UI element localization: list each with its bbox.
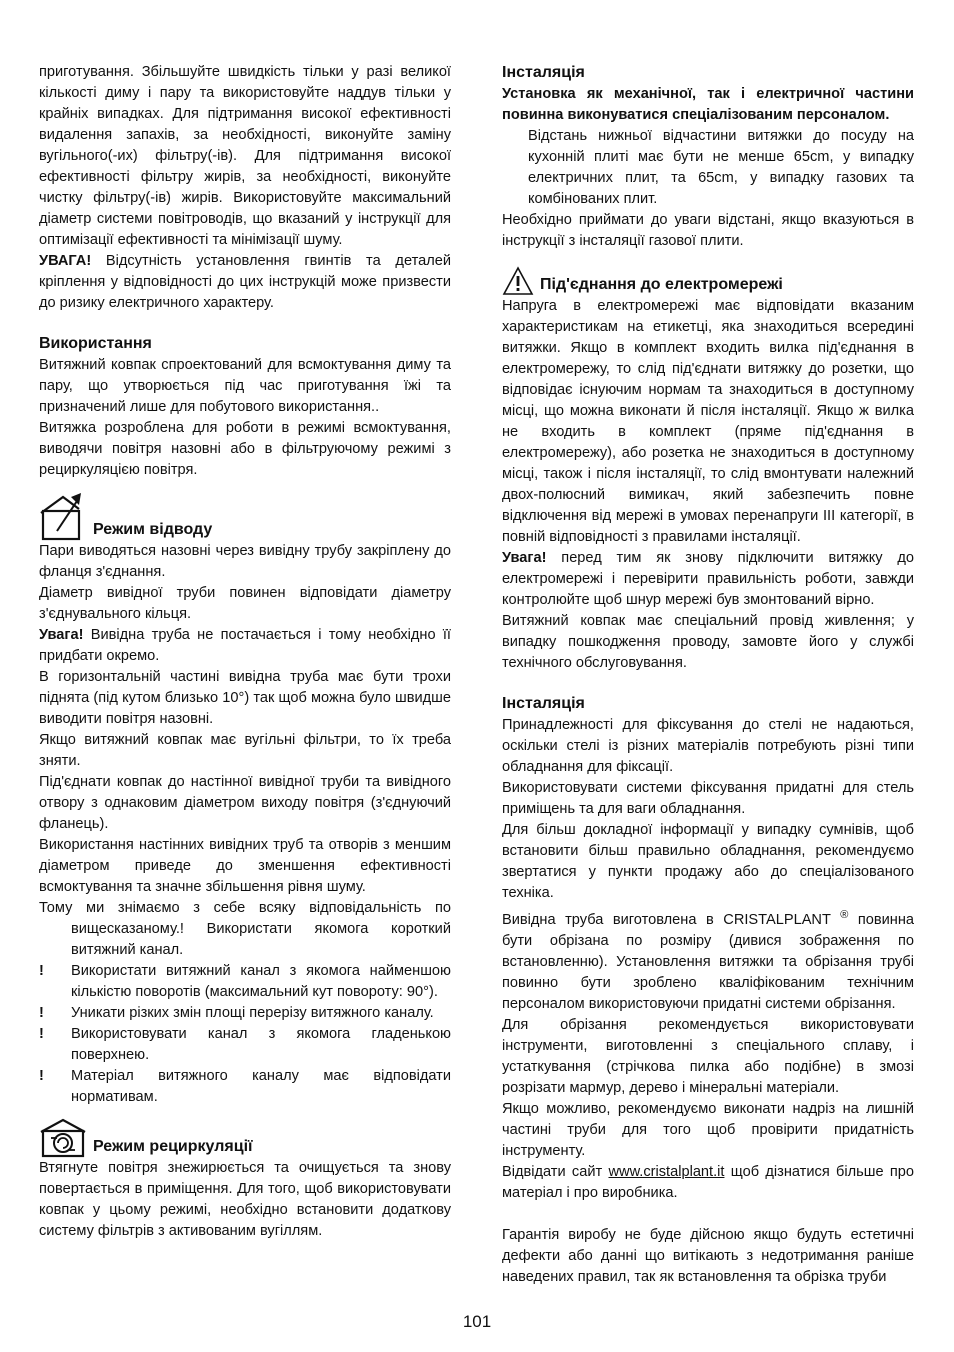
electric-paragraph-1: Напруга в електромережі має відповідати вказаним характеристикам на етикетці, яка знаходиться всередині витяжки. Якщо в комплект входить вилка під'єднання в електромережу, то слід під'єднати витяжку до розетки, що відповідає існуючим нормам та знаходиться в доступному місці, що можна виконати й після інсталяції. Якщо ж вилка не входить в комплект (пряме під'єднання в електромережу), або розетка не знаходиться в доступному місці, також і після інсталяції, то слід вмонтувати належний двох-полюсний вимикач, який забезпечить повне відключення від мережі в умовах перенапруги III категорії, в повній відповідності з правилами інсталяції. [502, 298, 914, 545]
exhaust-paragraph-8: Тому ми знімаємо з себе всяку відповідальність по вищесказаному.! Використати якомога короткий витяжний канал. [39, 900, 451, 958]
install2-paragraph-7: Відвідати сайт www.cristalplant.it щоб дізнатися більше про матеріал і про виробника. [502, 1164, 914, 1201]
right-column [502, 62, 914, 1288]
exhaust-paragraph-5: Якщо витяжний ковпак має вугільні фільтри, то їх треба зняти. [39, 732, 451, 769]
install2-paragraph-1: Принадлежності для фіксування до стелі не надаються, оскільки стелі із різних матеріалів потребують різні типи обладнання для фіксації. [502, 717, 914, 775]
install2-paragraph-4: Вивідна труба виготовлена в CRISTALPLANT ® повинна бути обрізана по розміру (дивися зображення по встановленню). Установлення витяжки та обрізання трубі повинно бути зроблено кваліфікованим технічним персоналом використовуючи придатні системи обрізання. [502, 909, 914, 1012]
electric-heading: Під'єднання до електромережі [540, 276, 783, 293]
exhaust-heading-row [39, 491, 451, 541]
usage-heading: Використання [39, 335, 152, 352]
recirc-heading: Режим рециркуляції [93, 1138, 253, 1155]
electric-paragraph-3: Витяжний ковпак має спеціальний провід живлення; у випадку пошкодження проводу, замовте його у службі технічного обслуговування. [502, 613, 914, 671]
exhaust-house-icon [39, 491, 87, 541]
bullet-mark: ! [39, 1068, 44, 1084]
exhaust-paragraph-1: Пари виводяться назовні через вивідну трубу закріплену до фланця з'єднання. [39, 543, 451, 580]
usage-paragraph-1: Витяжний ковпак спроектований для всмоктування диму та пару, що утворюється під час приготування їжі та призначений лише для побутового використання.. [39, 357, 451, 415]
install2-paragraph-8: Гарантія виробу не буде дійсною якщо будуть естетичні дефекти або данні що витікають з недотримання раніше наведених правил, так як встановлення та обрізка труби [502, 1227, 914, 1285]
list-item: ! Уникати різких змін площі перерізу витяжного каналу. [39, 1003, 451, 1024]
install-bold-note: Установка як механічної, так і електричної частини повинна виконуватися спеціалізованим персоналом. [502, 86, 914, 123]
warning-paragraph: УВАГА! Відсутність установлення гвинтів та деталей кріплення у відповідності до цих інструкцій може призвести до ризику електричного характеру. [39, 253, 451, 311]
registered-mark: ® [840, 909, 849, 922]
list-item: ! Використати витяжний канал з якомога найменшою кількістю поворотів (максимальний кут повороту: 90°). [39, 961, 451, 1003]
exhaust-paragraph-4: В горизонтальній частині вивідна труба має бути трохи піднята (під кутом близько 10°) так щоб можна було швидше виводити повітря назовні. [39, 669, 451, 727]
recirculation-house-icon [39, 1118, 87, 1158]
recirc-heading-row [39, 1118, 451, 1158]
exhaust-paragraph-2: Діаметр вивідної труби повинен відповідати діаметру з'єднувального кільця. [39, 585, 451, 622]
warning-label: УВАГА! [39, 253, 92, 269]
install-heading: Інсталяція [502, 64, 585, 81]
install2-paragraph-2: Використовувати системи фіксування придатні для стель приміщень та для ваги обладнання. [502, 780, 914, 817]
bullet-mark: ! [39, 1026, 44, 1042]
bullet-mark: ! [39, 963, 44, 979]
install2-paragraph-5: Для обрізання рекомендується використовувати інструменти, виготовленні з спеціального сплаву, і устаткування (стрічкова пилка або подібне) в змозі розрізати мармур, дерево і мінеральні матеріали. [502, 1017, 914, 1096]
install2-heading: Інсталяція [502, 695, 585, 712]
page-number: 101 [462, 1312, 492, 1331]
bullet-mark: ! [39, 1005, 44, 1021]
warning-triangle-icon [502, 266, 534, 296]
install-paragraph-2: Необхідно приймати до уваги відстані, якщо вказуються в інструкції з інсталяції газової плити. [502, 212, 914, 249]
intro-paragraph: приготування. Збільшуйте швидкість тільки у разі великої кількості диму і пару та використовуйте наддув тільки у крайніх випадках. Для підтримання високої ефективності видалення запахів, за необхідності, виконуйте заміну вугільного(-их) фільтру(-ів). Для підтримання високої ефективності фільтру жирів, за необхідності, виконуйте чистку фільтру(-ів) жирів. Використовуйте максимальний діаметр системи повітроводів, що вказаний у інструкції для оптимізації ефективності та мінімізації шуму. [39, 64, 451, 248]
list-item: ! Матеріал витяжного каналу має відповідати нормативам. [39, 1066, 451, 1108]
list-item: ! Використовувати канал з якомога гладенькою поверхнею. [39, 1024, 451, 1066]
recirc-paragraph: Втягнуте повітря знежирюється та очищується та знову повертається в приміщення. Для того, щоб використовувати ковпак у цьому режимі, необхідно встановити додаткову систему фільтрів з активованим вугіллям. [39, 1160, 451, 1239]
left-column [39, 62, 451, 1242]
install2-paragraph-6: Якщо можливо, рекомендуємо виконати надріз на лишній частині труби для того щоб провірити придатність інструменту. [502, 1101, 914, 1159]
exhaust-paragraph-6: Під'єднати ковпак до настінної вивідної труби та вивідного отвору з однаковим діаметром виходу повітря (з'єднуючий фланець). [39, 774, 451, 832]
cristalplant-link[interactable]: www.cristalplant.it [608, 1164, 725, 1180]
install2-paragraph-3: Для більш докладної інформації у випадку сумнівів, щоб встановити більш правильно обладнання, рекомендуємо звертатися у пункти продажу або до спеціалізованого техніка. [502, 822, 914, 901]
electric-paragraph-2: Увага! перед тим як знову підключити витяжку до електромережі і перевірити правильність роботи, завжди контролюйте щоб шнур мережі був змонтований вірно. [502, 550, 914, 608]
exhaust-paragraph-3: Увага! Вивідна труба не постачається і тому необхідно її придбати окремо. [39, 627, 451, 664]
exhaust-paragraph-7: Використання настінних вивідних труб та отворів з меншим діаметром приведе до зменшення ефективності всмоктування та значне збільшення рівня шуму. [39, 837, 451, 895]
exhaust-heading: Режим відводу [93, 521, 213, 538]
install-paragraph-1: Відстань нижньої відчастини витяжки до посуду на кухонній плиті має бути не менше 65cm, у випадку електричних плит, та 65cm, у випадку газових та комбінованих плит. [528, 128, 914, 207]
usage-paragraph-2: Витяжка розроблена для роботи в режимі всмоктування, виводячи повітря назовні або в фільтруючому режимі з рециркуляцією повітря. [39, 420, 451, 478]
electric-heading-row [502, 266, 914, 296]
